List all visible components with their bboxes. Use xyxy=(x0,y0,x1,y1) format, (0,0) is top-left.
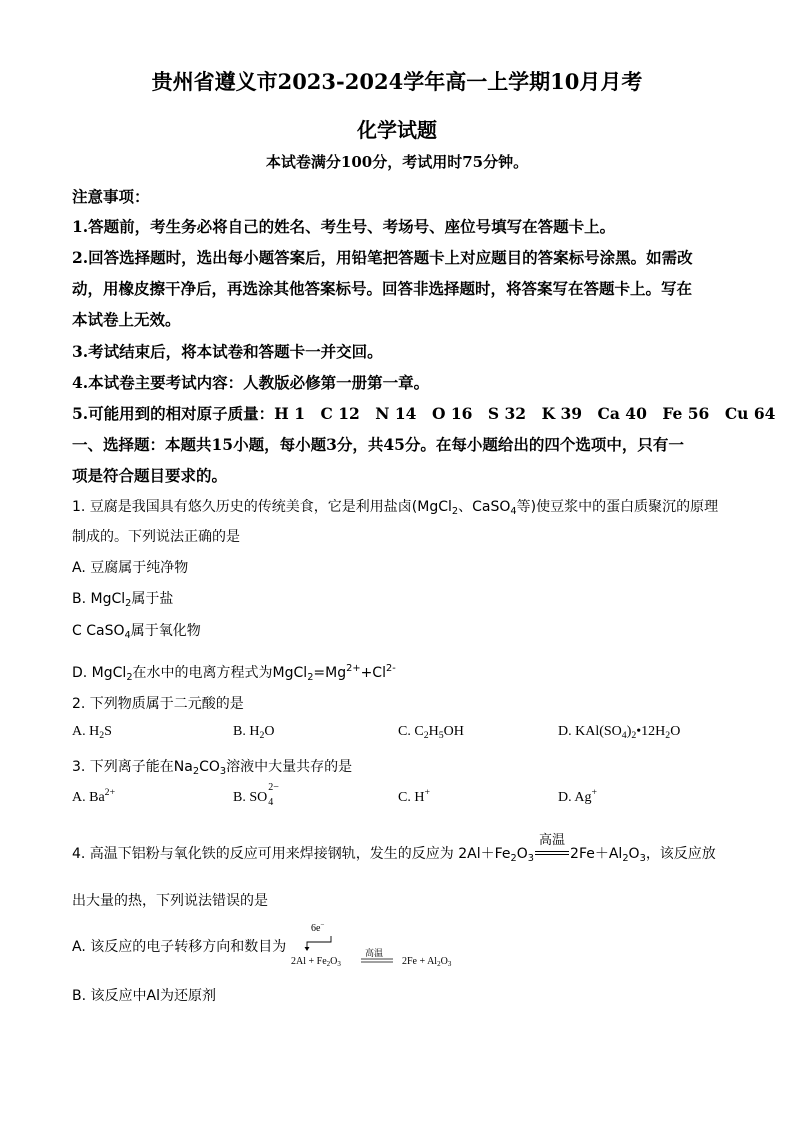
note-3: 3.考试结束后，将本试卷和答题卡一并交回。 xyxy=(72,342,383,361)
q2-option-c: C. $C_2H_5OH$ xyxy=(398,724,464,741)
note-1: 1.答题前，考生务必将自己的姓名、考生号、考场号、座位号填写在答题卡上。 xyxy=(72,217,616,236)
reaction-condition-sign: 高温 xyxy=(534,846,570,862)
q2-option-a: A. $H_2S$ xyxy=(72,724,112,741)
q3-option-c: C. H+ xyxy=(398,787,430,805)
q4-option-b: B. 该反应中Al为还原剂 xyxy=(72,988,216,1004)
diagram-products: $2Fe + Al_2O_3$ xyxy=(402,956,452,968)
notes-heading: 注意事项： xyxy=(72,187,150,206)
diagram-condition: 高温 xyxy=(365,949,384,959)
q4-stem-line-2: 出大量的热，下列说法错误的是 xyxy=(72,893,268,909)
q4-option-a: A. 该反应的电子转移方向和数目为 xyxy=(72,939,287,955)
q4-stem-line-1: 4. 高温下铝粉与氧化铁的反应可用来焊接钢轨，发生的反应为 $2Al+Fe_2O_3$ 高温 $2Fe+Al_2O_3$，该反应放 xyxy=(72,833,716,864)
q3-option-b: B. SO 2− 4 xyxy=(233,782,279,808)
q1-option-c: C CaSO$_4$属于氧化物 xyxy=(72,623,201,641)
section-heading-line-2: 项是符合题目要求的。 xyxy=(72,466,228,485)
q1-stem-line-2: 制成的。下列说法正确的是 xyxy=(72,529,240,545)
electron-transfer-arrowhead xyxy=(305,947,310,951)
note-4: 4.本试卷主要考试内容：人教版必修第一册第一章。 xyxy=(72,373,430,392)
exam-title: 贵州省遵义市2023-2024学年高一上学期10月月考 xyxy=(151,69,643,94)
electron-transfer-diagram xyxy=(285,920,485,972)
q2-option-d: D. $KAl(SO_4)_2•12H_2O$ xyxy=(558,724,681,741)
note-2-line-3: 本试卷上无效。 xyxy=(72,310,181,329)
q2-stem: 2. 下列物质属于二元酸的是 xyxy=(72,696,244,712)
note-2-line-1: 2.回答选择题时，选出每小题答案后，用铅笔把答题卡上对应题目的答案标号涂黑。如需改 xyxy=(72,248,693,267)
q3-stem: 3. 下列离子能在$Na_2CO_3$溶液中大量共存的是 xyxy=(72,759,353,777)
section-heading-line-1: 一、选择题：本题共15小题，每小题3分，共45分。在每小题给出的四个选项中，只有一 xyxy=(72,435,684,454)
q2-option-b: B. $H_2O$ xyxy=(233,724,275,741)
q1-option-d: D. MgCl$_2$在水中的电离方程式为$MgCl_2=Mg^{2+}+Cl^{2-}$ xyxy=(72,663,396,683)
q1-option-b: B. MgCl$_2$属于盐 xyxy=(72,591,174,609)
subject-title: 化学试题 xyxy=(357,118,437,142)
q1-option-a: A. 豆腐属于纯净物 xyxy=(72,560,189,576)
diagram-reactants: $2Al + Fe_2O_3$ xyxy=(291,956,341,968)
note-2-line-2: 动，用橡皮擦干净后，再选涂其他答案标号。回答非选择题时，将答案写在答题卡上。写在 xyxy=(72,279,693,298)
exam-info: 本试卷满分100分，考试用时75分钟。 xyxy=(265,153,529,171)
q1-stem-line-1: 1. 豆腐是我国具有悠久历史的传统美食，它是利用盐卤(MgCl$_2$、CaSO$_4$等)使豆浆中的蛋白质聚沉的原理 xyxy=(72,499,719,517)
electron-count-label: 6e− xyxy=(311,921,325,934)
q3-option-d: D. Ag+ xyxy=(558,787,597,805)
note-5: 5.可能用到的相对原子质量：H 1 C 12 N 14 O 16 S 32 K 39 Ca 40 Fe 56 Cu 64 xyxy=(72,404,776,423)
electron-transfer-bracket xyxy=(307,936,331,950)
q3-option-a: A. $Ba^{2+}$ xyxy=(72,787,116,805)
